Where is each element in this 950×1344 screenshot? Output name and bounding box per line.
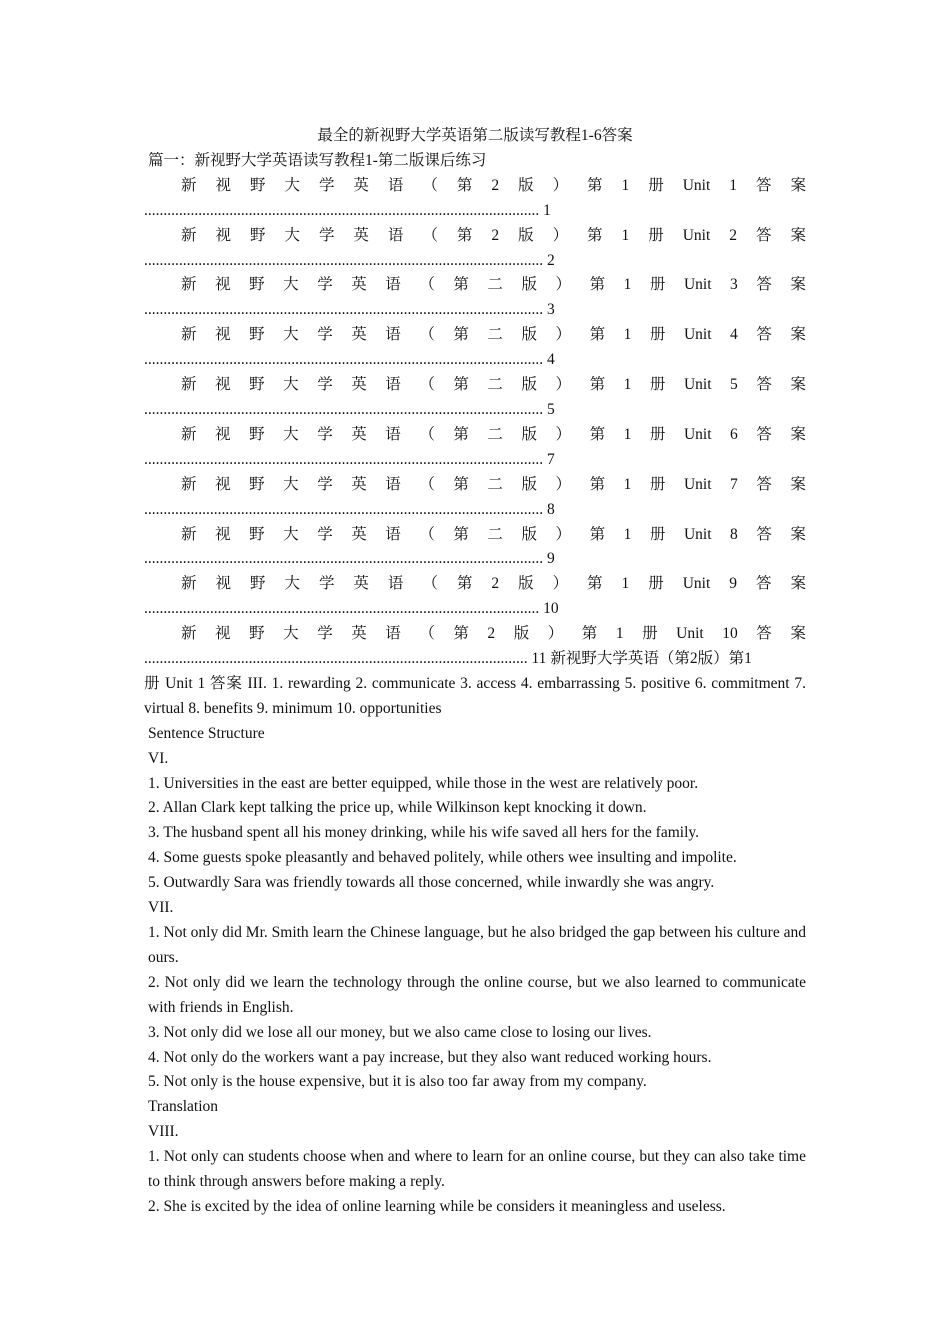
list-item: 4. Not only do the workers want a pay increase, but they also want reduced working hours.	[148, 1048, 712, 1066]
toc-token: ）	[555, 326, 572, 344]
toc-entry-title	[144, 174, 806, 199]
list-item: 3. The husband spent all his money drinking, while his wife saved all hers for the family.	[148, 824, 699, 842]
toc-token: （	[419, 276, 435, 294]
toc-token: 第	[587, 226, 603, 244]
toc-token: 野	[249, 575, 266, 593]
toc-token: 第	[453, 475, 469, 493]
toc-token: 英	[351, 276, 367, 294]
toc-token: 新	[181, 525, 197, 543]
toc-token: 大	[283, 525, 299, 543]
toc-token: 第	[589, 326, 606, 344]
toc-dot-leader-line	[144, 199, 806, 224]
toc-token: 语	[385, 525, 401, 543]
toc-entry-title	[144, 423, 806, 448]
toc-token: 新	[181, 176, 197, 194]
toc-token: 大	[283, 326, 299, 344]
toc-token: 野	[249, 326, 265, 344]
list-item: 4. Some guests spoke pleasantly and behaved politely, while others wee insulting and impolite.	[148, 849, 737, 867]
toc-token: 案	[790, 475, 806, 493]
toc-token: 第	[581, 625, 598, 643]
toc-token: 英	[351, 326, 367, 344]
toc-token: 版	[518, 176, 534, 194]
toc-token: 英	[353, 226, 369, 244]
toc-token: 答	[756, 376, 772, 394]
toc-token: 新	[181, 425, 197, 443]
toc-token: 学	[317, 376, 333, 394]
toc-token: 学	[318, 226, 335, 244]
toc-token: Unit	[683, 326, 712, 344]
toc-token: 学	[317, 425, 333, 443]
toc-token: 版	[521, 525, 537, 543]
toc-page-number: 10	[543, 600, 559, 618]
document-body	[144, 124, 806, 1220]
toc-token: 语	[387, 575, 404, 593]
toc-entry-title	[144, 224, 806, 249]
toc-token: 答	[756, 475, 772, 493]
toc-token: 1	[621, 575, 630, 593]
section-vii-heading: VII.	[148, 899, 174, 917]
toc-token: 野	[249, 226, 266, 244]
toc-page-number: 1	[543, 201, 551, 219]
toc-dots: .......................................................................................................	[144, 251, 544, 269]
toc-entry-title	[144, 373, 806, 398]
toc-token: 学	[317, 276, 333, 294]
toc-token: （	[422, 226, 438, 244]
toc-token: 二	[487, 376, 503, 394]
translation-heading: Translation	[148, 1098, 219, 1116]
toc-token: 第	[453, 326, 469, 344]
toc-token: 学	[317, 525, 333, 543]
toc-token: 第	[589, 525, 606, 543]
toc-token: 册	[642, 625, 658, 643]
toc-dots: .......................................................................................................	[144, 301, 544, 319]
toc-token: 视	[215, 425, 231, 443]
toc-token: 第	[453, 425, 469, 443]
toc-token: 野	[249, 625, 265, 643]
toc-token: Unit	[683, 425, 712, 443]
toc-token: 答	[755, 176, 772, 194]
toc-entry-title	[144, 622, 806, 647]
toc-token: 版	[518, 575, 534, 593]
document-title: 最全的新视野大学英语第二版读写教程1-6答案	[317, 127, 633, 144]
toc-token: 第	[453, 625, 469, 643]
toc-token: 1	[623, 525, 632, 543]
list-item: 1. Not only did Mr. Smith learn the Chinese language, but he also bridged the gap between his culture and ours.	[148, 924, 806, 966]
toc-token: 5	[730, 376, 738, 394]
toc-token: 大	[284, 575, 300, 593]
toc-token: 英	[351, 475, 367, 493]
toc-token: 册	[648, 575, 664, 593]
toc-token: 新	[181, 276, 197, 294]
toc-dots: .......................................................................................................	[144, 351, 544, 369]
toc-page-number: 4	[547, 351, 555, 369]
section-vi-list	[144, 772, 806, 897]
toc-token: 版	[521, 475, 537, 493]
section-vi-heading: VI.	[148, 749, 169, 767]
toc-token: 视	[215, 525, 231, 543]
toc-token: 英	[351, 425, 367, 443]
toc-token: 1	[623, 326, 632, 344]
toc-token: 2	[729, 226, 738, 244]
toc-token: （	[419, 625, 435, 643]
list-item: 3. Not only did we lose all our money, but we also came close to losing our lives.	[148, 1023, 652, 1041]
toc-dots: ......................................................................................................	[144, 201, 540, 219]
toc-token: Unit	[683, 376, 712, 394]
toc-token: 1	[623, 475, 632, 493]
toc-token: 第	[589, 425, 606, 443]
toc-token: 野	[249, 376, 265, 394]
toc-token: 4	[730, 326, 738, 344]
unit1-vocabulary-answers: 册 Unit 1 答案 III. 1. rewarding 2. communicate 3. access 4. embarrassing 5. positive 6. commitment 7. virtual 8. benefits 9. minimum 10. opportunities	[144, 674, 806, 717]
toc-page-number: 5	[547, 400, 555, 418]
toc-token: 册	[649, 276, 666, 294]
toc-token: 案	[790, 525, 806, 543]
toc-token: 答	[756, 625, 772, 643]
list-item: 1. Not only can students choose when and where to learn for an online course, but they can also take time to think through answers before making a reply.	[148, 1148, 806, 1191]
toc-token: 案	[790, 625, 806, 643]
toc-token: 1	[623, 376, 632, 394]
toc-token: 版	[521, 326, 537, 344]
toc-token: 1	[615, 625, 624, 643]
toc-dots: .......................................................................................................	[144, 550, 544, 568]
list-item: 5. Outwardly Sara was friendly towards all those concerned, while inwardly she was angry.	[148, 874, 715, 892]
toc-token: 版	[521, 276, 537, 294]
toc-token: ）	[555, 376, 572, 394]
toc-token: 大	[284, 226, 300, 244]
toc-token: 学	[318, 575, 335, 593]
toc-dot-leader-line	[144, 647, 806, 672]
toc-dot-leader-line	[144, 398, 806, 423]
toc-token: 二	[487, 276, 503, 294]
toc-dot-leader-line	[144, 498, 806, 523]
toc-token: 案	[790, 376, 806, 394]
toc-token: 语	[387, 226, 404, 244]
section-vii-list	[144, 921, 806, 1095]
toc-token: 语	[385, 326, 401, 344]
toc-token: 案	[790, 425, 806, 443]
toc-token: 第	[456, 226, 473, 244]
toc-token: 答	[756, 425, 772, 443]
toc-token: 案	[790, 176, 806, 194]
toc-token: 版	[513, 625, 530, 643]
toc-token: ）	[555, 276, 572, 294]
toc-token: （	[419, 525, 435, 543]
toc-token: Unit	[682, 226, 711, 244]
toc-token: ）	[555, 475, 572, 493]
toc-token: 答	[755, 575, 772, 593]
toc-token: 野	[249, 525, 265, 543]
toc-token: 第	[456, 176, 473, 194]
list-item: 2. She is excited by the idea of online learning while be considers it meaningless and useless.	[148, 1197, 726, 1215]
toc-token: （	[422, 176, 438, 194]
toc-token: 1	[623, 425, 632, 443]
toc-token: 1	[621, 176, 630, 194]
toc-entry-title	[144, 323, 806, 348]
toc-token: 野	[249, 425, 265, 443]
section-heading: 篇一：新视野大学英语读写教程1-第二版课后练习	[148, 151, 487, 169]
toc-token: 视	[215, 176, 231, 194]
toc-token: 案	[790, 276, 806, 294]
toc-dots: ...................................................................................................	[144, 650, 528, 668]
toc-token: 野	[249, 475, 265, 493]
toc-token: 第	[589, 276, 606, 294]
toc-token: ）	[552, 575, 569, 593]
toc-token: Unit	[682, 575, 711, 593]
toc-page-number: 8	[547, 500, 555, 518]
toc-token: 6	[730, 425, 738, 443]
toc-token: 学	[317, 625, 333, 643]
toc-dot-leader-line	[144, 298, 806, 323]
toc-token: 野	[249, 276, 265, 294]
toc-dots: ......................................................................................................	[144, 600, 540, 618]
toc-token: 视	[215, 575, 231, 593]
toc-token: 语	[385, 376, 401, 394]
toc-last-entry	[144, 622, 806, 672]
toc-token: 第	[589, 475, 606, 493]
list-item: 5. Not only is the house expensive, but it is also too far away from my company.	[148, 1073, 647, 1091]
toc-token: Unit	[682, 176, 711, 194]
toc-token: ）	[552, 176, 569, 194]
toc-token: 英	[353, 176, 369, 194]
toc-token: （	[419, 376, 435, 394]
toc-token: 第	[456, 575, 473, 593]
toc-page-number: 3	[547, 301, 555, 319]
section-viii-heading: VIII.	[148, 1123, 179, 1141]
toc-token: 英	[351, 376, 367, 394]
toc-token: 新	[181, 326, 197, 344]
toc-token: 9	[729, 575, 738, 593]
table-of-contents	[144, 174, 806, 622]
toc-token: 视	[215, 376, 231, 394]
list-item: 1. Universities in the east are better equipped, while those in the west are relatively poor.	[148, 774, 699, 792]
toc-token: 第	[453, 276, 469, 294]
toc-dot-leader-line	[144, 249, 806, 274]
toc-token: 英	[353, 575, 369, 593]
toc-token: 答	[756, 525, 772, 543]
toc-token: 语	[385, 425, 401, 443]
toc-token: 10	[722, 625, 738, 643]
toc-dots: .......................................................................................................	[144, 400, 544, 418]
toc-token: 1	[621, 226, 630, 244]
toc-token: 大	[283, 425, 299, 443]
toc-token: 大	[284, 176, 300, 194]
toc-token: 2	[491, 176, 500, 194]
toc-token: 案	[790, 575, 806, 593]
toc-token: 二	[487, 525, 503, 543]
toc-dots: .......................................................................................................	[144, 500, 544, 518]
toc-token: 版	[521, 425, 537, 443]
toc-token: 版	[518, 226, 534, 244]
list-item: 2. Not only did we learn the technology through the online course, but we also learned to communicate with friends in English.	[148, 973, 806, 1016]
toc-token: 视	[215, 276, 231, 294]
toc-token: 2	[491, 226, 500, 244]
toc-token: Unit	[683, 525, 712, 543]
toc-token: ）	[555, 425, 572, 443]
toc-token: 新	[181, 376, 197, 394]
toc-token: 大	[283, 276, 299, 294]
toc-token: 学	[317, 326, 333, 344]
toc-token: Unit	[683, 475, 712, 493]
toc-token: 英	[351, 625, 367, 643]
toc-token: 7	[730, 475, 738, 493]
toc-token: 案	[790, 226, 806, 244]
toc-token: 学	[317, 475, 333, 493]
toc-token: 册	[649, 525, 666, 543]
toc-token: 第	[587, 176, 603, 194]
toc-token: 大	[283, 376, 299, 394]
toc-token: 二	[487, 425, 503, 443]
toc-token: 1	[623, 276, 632, 294]
toc-token: 新	[181, 575, 197, 593]
toc-token: 第	[453, 376, 469, 394]
toc-token: ）	[555, 525, 572, 543]
toc-token: 视	[215, 226, 231, 244]
toc-entry-title	[144, 523, 806, 548]
toc-token: 大	[283, 625, 299, 643]
toc-token: 册	[649, 475, 666, 493]
section-viii-list	[144, 1145, 806, 1220]
toc-token: 案	[790, 326, 806, 344]
toc-entry-title	[144, 273, 806, 298]
toc-page-number: 11	[531, 650, 547, 668]
toc-token: 视	[215, 625, 231, 643]
toc-page-number: 9	[547, 550, 555, 568]
toc-dot-leader-line	[144, 547, 806, 572]
toc-token: Unit	[676, 625, 704, 643]
toc-dots: .......................................................................................................	[144, 450, 544, 468]
toc-token: 8	[730, 525, 738, 543]
toc-token: （	[419, 425, 435, 443]
sentence-structure-heading: Sentence Structure	[148, 724, 265, 742]
toc-token: 二	[487, 326, 503, 344]
toc-page-number: 2	[547, 251, 555, 269]
toc-token: （	[419, 326, 435, 344]
toc-token: 语	[387, 176, 404, 194]
toc-token: 册	[649, 376, 666, 394]
toc-token: 第	[587, 575, 603, 593]
toc-token: 版	[521, 376, 537, 394]
toc-token: 语	[385, 276, 401, 294]
toc-token: （	[422, 575, 438, 593]
toc-token: 册	[648, 226, 664, 244]
toc-token: ）	[552, 226, 569, 244]
toc-token: 语	[385, 475, 401, 493]
toc-token: 第	[453, 525, 469, 543]
toc-entry-title	[144, 473, 806, 498]
toc-token: 新	[181, 625, 197, 643]
toc-dot-leader-line	[144, 348, 806, 373]
toc-token: 2	[487, 625, 496, 643]
toc-token: 册	[649, 425, 666, 443]
toc-token: ）	[547, 625, 564, 643]
toc-token: 1	[729, 176, 738, 194]
toc-dot-leader-line	[144, 448, 806, 473]
toc-token: 2	[491, 575, 500, 593]
toc-token: Unit	[683, 276, 712, 294]
toc-page-number: 7	[547, 450, 555, 468]
toc-token: 答	[755, 226, 772, 244]
toc-token: 新	[181, 226, 197, 244]
list-item: 2. Allan Clark kept talking the price up, while Wilkinson kept knocking it down.	[148, 799, 647, 817]
toc-token: 学	[318, 176, 335, 194]
toc-token: 新	[181, 475, 197, 493]
toc-token: 答	[756, 326, 772, 344]
toc-token: 答	[756, 276, 772, 294]
toc-token: 视	[215, 326, 231, 344]
toc-token: 语	[385, 625, 401, 643]
toc-token: 视	[215, 475, 231, 493]
toc-token: 册	[649, 326, 666, 344]
toc-token: 册	[648, 176, 664, 194]
toc-token: 英	[351, 525, 367, 543]
toc-token: 第	[589, 376, 606, 394]
toc-entry-title	[144, 572, 806, 597]
toc-continuation: 新视野大学英语（第2版）第1	[550, 650, 752, 668]
toc-token: 大	[283, 475, 299, 493]
toc-token: 3	[730, 276, 738, 294]
toc-dot-leader-line	[144, 597, 806, 622]
toc-token: 野	[249, 176, 266, 194]
toc-token: （	[419, 475, 435, 493]
toc-token: 二	[487, 475, 503, 493]
